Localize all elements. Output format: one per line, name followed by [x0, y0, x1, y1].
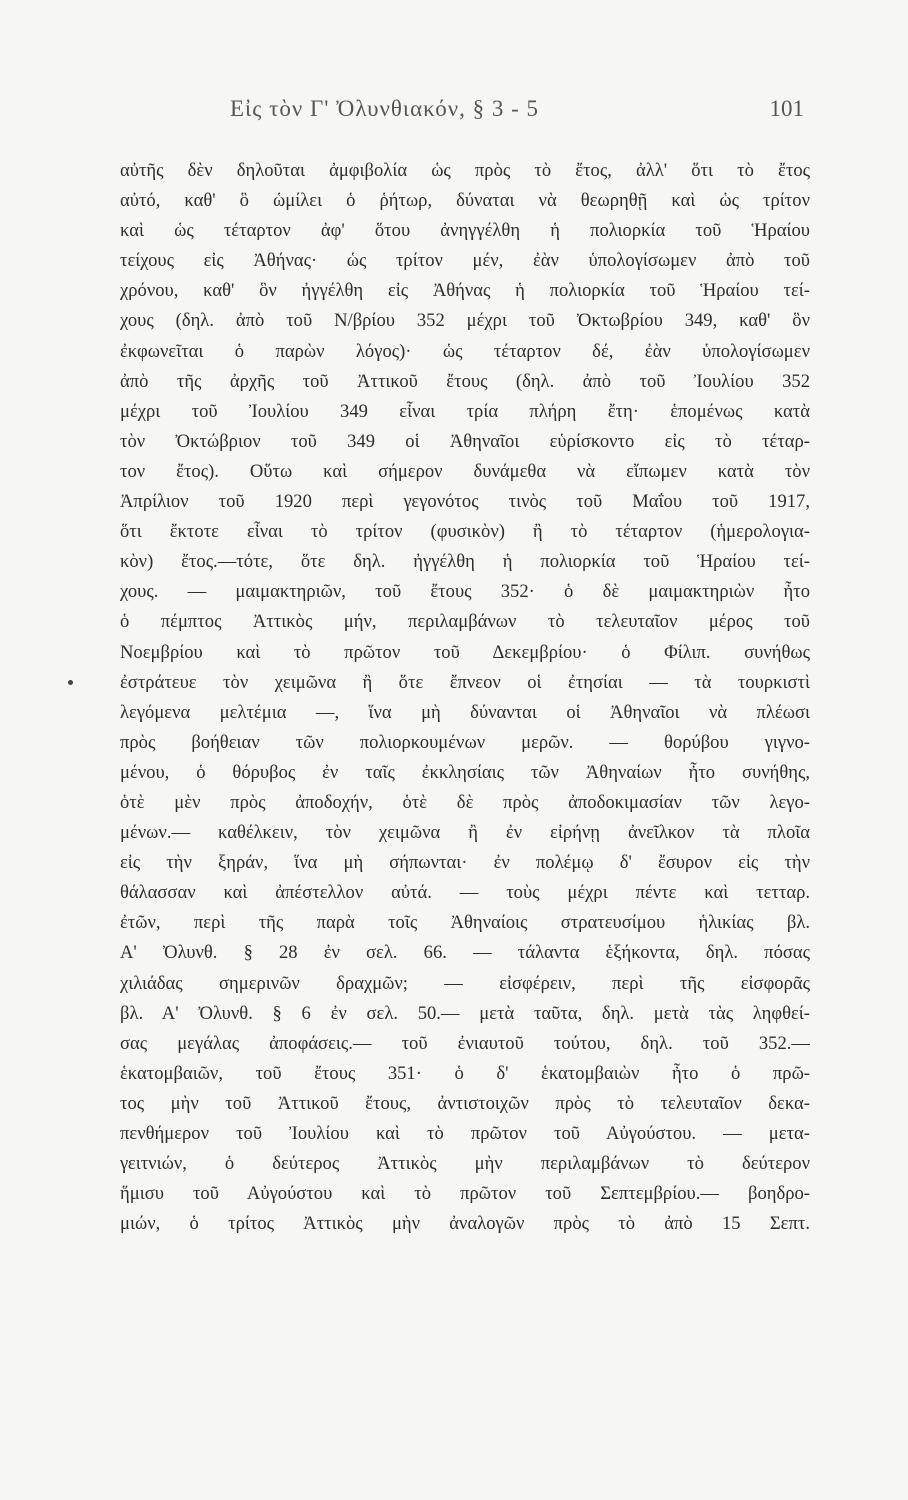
text-line: εἰς τὴν ξηράν, ἵνα μὴ σήπωνται· ἐν πολέμῳ δ' ἔσυρον εἰς τὴν: [120, 852, 810, 874]
text-line: μένου, ὁ θόρυβος ἐν ταῖς ἐκκλησίαις τῶν Ἀθηναίων ἦτο συνήθης,: [120, 761, 810, 783]
text-line: πενθήμερον τοῦ Ἰουλίου καὶ τὸ πρῶτον τοῦ Αὐγούστου. — μετα-: [120, 1123, 810, 1144]
text-line: βλ. Α' Ὀλυνθ. § 6 ἐν σελ. 50.— μετὰ ταῦτα, δηλ. μετὰ τὰς ληφθεί-: [120, 1002, 810, 1024]
text-line: ἀπὸ τῆς ἀρχῆς τοῦ Ἀττικοῦ ἔτους (δηλ. ἀπὸ τοῦ Ἰουλίου 352: [120, 370, 810, 392]
text-line: γειτνιών, ὁ δεύτερος Ἀττικὸς μὴν περιλαμβάνων τὸ δεύτερον: [120, 1153, 810, 1175]
body-text: [120, 156, 810, 1239]
text-line: Α' Ὀλυνθ. § 28 ἐν σελ. 66. — τάλαντα ἑξήκοντα, δηλ. πόσας: [120, 942, 810, 964]
text-line: λεγόμενα μελτέμια —, ἵνα μὴ δύνανται οἱ Ἀθηναῖοι νὰ πλέωσι: [120, 701, 810, 723]
text-line: τος μὴν τοῦ Ἀττικοῦ ἔτους, ἀντιστοιχῶν πρὸς τὸ τελευταῖον δεκα-: [120, 1092, 810, 1114]
running-head-title: Εἰς τὸν Γ' Ὀλυνθιακόν, § 3 - 5: [230, 96, 540, 121]
text-line: Νοεμβρίου καὶ τὸ πρῶτον τοῦ Δεκεμβρίου· ὁ Φίλιπ. συνήθως: [120, 641, 810, 663]
text-line: ὁ πέμπτος Ἀττικὸς μήν, περιλαμβάνων τὸ τελευταῖον μέρος τοῦ: [120, 611, 810, 633]
text-line: ὅτι ἔκτοτε εἶναι τὸ τρίτον (φυσικὸν) ἢ τὸ τέταρτον (ἡμερολογια-: [120, 521, 810, 543]
text-line: ἑκατομβαιῶν, τοῦ ἔτους 351· ὁ δ' ἑκατομβαιὼν ἦτο ὁ πρῶ-: [120, 1062, 810, 1084]
text-line: κὸν) ἔτος.—τότε, ὅτε δηλ. ἠγγέλθη ἡ πολιορκία τοῦ Ἡραίου τεί-: [120, 551, 810, 573]
text-line: ἐκφωνεῖται ὁ παρὼν λόγος)· ὡς τέταρτον δέ, ἐὰν ὑπολογίσωμεν: [120, 340, 810, 362]
text-line: σας μεγάλας ἀποφάσεις.— τοῦ ἐνιαυτοῦ τούτου, δηλ. τοῦ 352.—: [120, 1032, 810, 1054]
margin-dot: [68, 680, 73, 685]
text-line: χους. — μαιμακτηριῶν, τοῦ ἔτους 352· ὁ δὲ μαιμακτηριὼν ἦτο: [120, 581, 810, 603]
text-line: τείχους εἰς Ἀθήνας· ὡς τρίτον μέν, ἐὰν ὑπολογίσωμεν ἀπὸ τοῦ: [120, 250, 810, 272]
text-line: τὸν Ὀκτώβριον τοῦ 349 οἱ Ἀθηναῖοι εὑρίσκοντο εἰς τὸ τέταρ-: [120, 430, 810, 452]
text-line: μέχρι τοῦ Ἰουλίου 349 εἶναι τρία πλήρη ἔτη· ἑπομένως κατὰ: [120, 400, 810, 422]
text-line: ἐστράτευε τὸν χειμῶνα ἢ ὅτε ἔπνεον οἱ ἐτησίαι — τὰ τουρκιστὶ: [120, 671, 810, 693]
page-number: 101: [769, 96, 804, 121]
text-line: αὐτό, καθ' ὃ ὡμίλει ὁ ῥήτωρ, δύναται νὰ θεωρηθῇ καὶ ὡς τρίτον: [120, 190, 810, 212]
text-line: ὁτὲ μὲν πρὸς ἀποδοχήν, ὁτὲ δὲ πρὸς ἀποδοκιμασίαν τῶν λεγο-: [120, 791, 810, 813]
text-line: Ἀπρίλιον τοῦ 1920 περὶ γεγονότος τινὸς τοῦ Μαΐου τοῦ 1917,: [120, 491, 810, 513]
text-line: χιλιάδας σημερινῶν δραχμῶν; — εἰσφέρειν, περὶ τῆς εἰσφορᾶς: [120, 972, 810, 994]
text-line: θάλασσαν καὶ ἀπέστελλον αὐτά. — τοὺς μέχρι πέντε καὶ τετταρ.: [120, 882, 810, 904]
text-line: τον ἔτος). Οὕτω καὶ σήμερον δυνάμεθα νὰ εἴπωμεν κατὰ τὸν: [120, 460, 810, 482]
text-line: πρὸς βοήθειαν τῶν πολιορκουμένων μερῶν. — θορύβου γιγνο-: [120, 731, 810, 753]
text-line: ἥμισυ τοῦ Αὐγούστου καὶ τὸ πρῶτον τοῦ Σεπτεμβρίου.— βοηδρο-: [120, 1183, 810, 1205]
text-line: μένων.— καθέλκειν, τὸν χειμῶνα ἢ ἐν εἰρήνῃ ἀνεῖλκον τὰ πλοῖα: [120, 822, 810, 844]
text-line: χρόνου, καθ' ὃν ἠγγέλθη εἰς Ἀθήνας ἡ πολιορκία τοῦ Ἡραίου τεί-: [120, 280, 810, 302]
text-line: ἐτῶν, περὶ τῆς παρὰ τοῖς Ἀθηναίοις στρατευσίμου ἡλικίας βλ.: [120, 912, 810, 934]
text-line: καὶ ὡς τέταρτον ἀφ' ὅτου ἀνηγγέλθη ἡ πολιορκία τοῦ Ἡραίου: [120, 220, 810, 242]
text-line: μιών, ὁ τρίτος Ἀττικὸς μὴν ἀναλογῶν πρὸς τὸ ἀπὸ 15 Σεπτ.: [120, 1213, 810, 1235]
text-line: αὐτῆς δὲν δηλοῦται ἀμφιβολία ὡς πρὸς τὸ ἔτος, ἀλλ' ὅτι τὸ ἔτος: [120, 160, 810, 181]
running-head: [70, 96, 838, 136]
text-line: χους (δηλ. ἀπὸ τοῦ Ν/βρίου 352 μέχρι τοῦ Ὀκτωβρίου 349, καθ' ὃν: [120, 310, 810, 332]
